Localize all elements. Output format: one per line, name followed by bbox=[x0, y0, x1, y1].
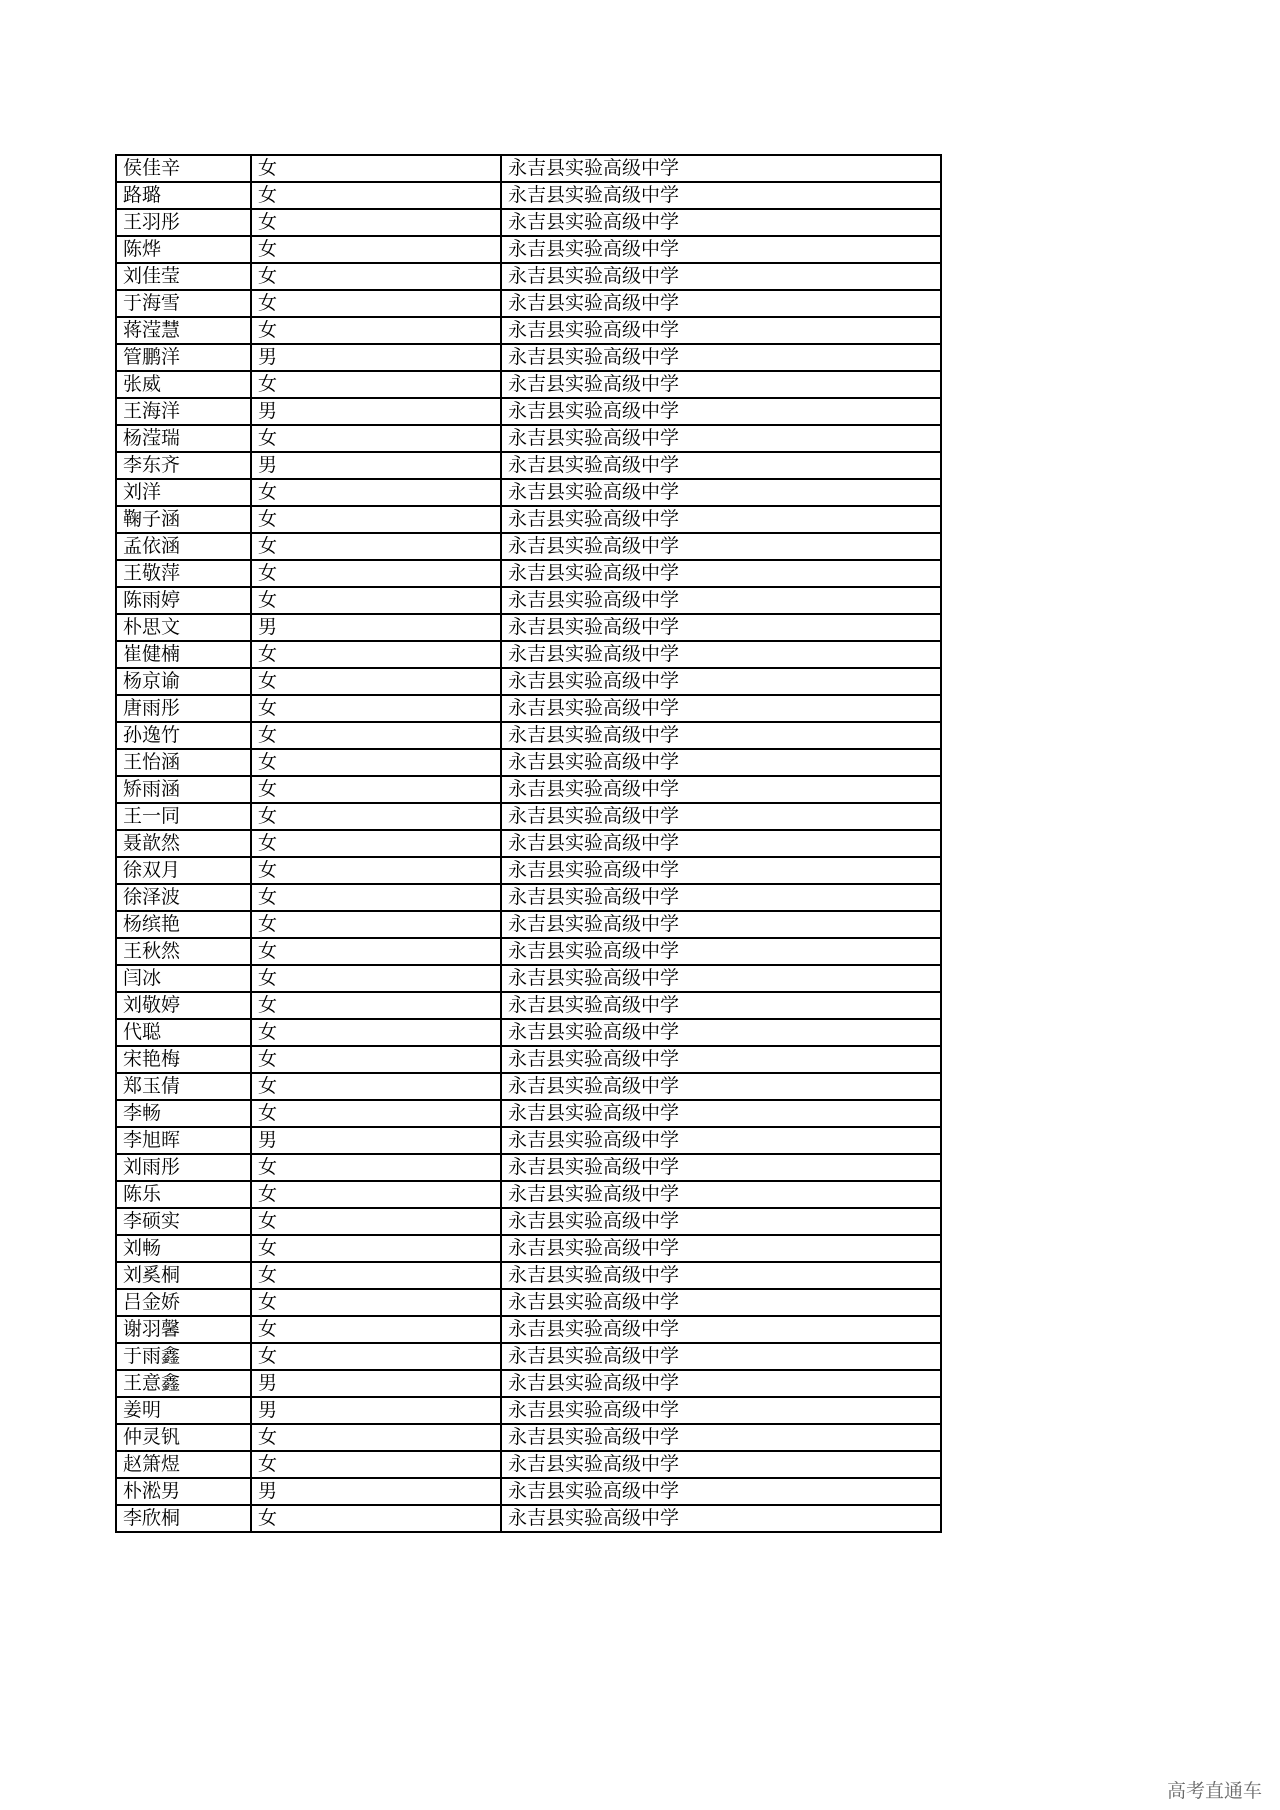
school-cell: 永吉县实验高级中学 bbox=[501, 371, 941, 398]
gender-cell: 女 bbox=[251, 155, 501, 182]
gender-cell: 男 bbox=[251, 452, 501, 479]
gender-cell: 女 bbox=[251, 992, 501, 1019]
school-cell: 永吉县实验高级中学 bbox=[501, 776, 941, 803]
school-cell: 永吉县实验高级中学 bbox=[501, 803, 941, 830]
gender-cell: 男 bbox=[251, 344, 501, 371]
table-row bbox=[116, 533, 941, 560]
school-cell: 永吉县实验高级中学 bbox=[501, 749, 941, 776]
name-cell: 崔健楠 bbox=[116, 641, 251, 668]
table-row bbox=[116, 803, 941, 830]
table-row bbox=[116, 1019, 941, 1046]
name-cell: 孙逸竹 bbox=[116, 722, 251, 749]
gender-cell: 女 bbox=[251, 560, 501, 587]
name-cell: 闫冰 bbox=[116, 965, 251, 992]
name-cell: 于海雪 bbox=[116, 290, 251, 317]
gender-cell: 男 bbox=[251, 1397, 501, 1424]
table-row bbox=[116, 1424, 941, 1451]
table-row bbox=[116, 587, 941, 614]
table-row bbox=[116, 1478, 941, 1505]
name-cell: 鞠子涵 bbox=[116, 506, 251, 533]
school-cell: 永吉县实验高级中学 bbox=[501, 182, 941, 209]
school-cell: 永吉县实验高级中学 bbox=[501, 938, 941, 965]
gender-cell: 女 bbox=[251, 911, 501, 938]
school-cell: 永吉县实验高级中学 bbox=[501, 641, 941, 668]
school-cell: 永吉县实验高级中学 bbox=[501, 1316, 941, 1343]
gender-cell: 女 bbox=[251, 1073, 501, 1100]
school-cell: 永吉县实验高级中学 bbox=[501, 1262, 941, 1289]
school-cell: 永吉县实验高级中学 bbox=[501, 992, 941, 1019]
gender-cell: 女 bbox=[251, 695, 501, 722]
school-cell: 永吉县实验高级中学 bbox=[501, 155, 941, 182]
name-cell: 代聪 bbox=[116, 1019, 251, 1046]
name-cell: 王一同 bbox=[116, 803, 251, 830]
school-cell: 永吉县实验高级中学 bbox=[501, 533, 941, 560]
table-row bbox=[116, 911, 941, 938]
gender-cell: 女 bbox=[251, 290, 501, 317]
gender-cell: 男 bbox=[251, 1478, 501, 1505]
school-cell: 永吉县实验高级中学 bbox=[501, 425, 941, 452]
table-row bbox=[116, 1451, 941, 1478]
gender-cell: 男 bbox=[251, 398, 501, 425]
gender-cell: 男 bbox=[251, 614, 501, 641]
gender-cell: 女 bbox=[251, 722, 501, 749]
name-cell: 陈乐 bbox=[116, 1181, 251, 1208]
gender-cell: 女 bbox=[251, 641, 501, 668]
table-row bbox=[116, 992, 941, 1019]
gender-cell: 女 bbox=[251, 803, 501, 830]
table-row bbox=[116, 614, 941, 641]
name-cell: 张威 bbox=[116, 371, 251, 398]
table-row bbox=[116, 938, 941, 965]
table-row bbox=[116, 1100, 941, 1127]
school-cell: 永吉县实验高级中学 bbox=[501, 479, 941, 506]
gender-cell: 女 bbox=[251, 1343, 501, 1370]
table-row bbox=[116, 452, 941, 479]
gender-cell: 男 bbox=[251, 1127, 501, 1154]
name-cell: 刘雨彤 bbox=[116, 1154, 251, 1181]
school-cell: 永吉县实验高级中学 bbox=[501, 1478, 941, 1505]
name-cell: 刘佳莹 bbox=[116, 263, 251, 290]
gender-cell: 女 bbox=[251, 938, 501, 965]
gender-cell: 女 bbox=[251, 479, 501, 506]
gender-cell: 女 bbox=[251, 587, 501, 614]
table-row bbox=[116, 479, 941, 506]
table-row bbox=[116, 1046, 941, 1073]
school-cell: 永吉县实验高级中学 bbox=[501, 452, 941, 479]
gender-cell: 女 bbox=[251, 1235, 501, 1262]
table-row bbox=[116, 1073, 941, 1100]
table-row bbox=[116, 965, 941, 992]
gender-cell: 女 bbox=[251, 1316, 501, 1343]
name-cell: 王意鑫 bbox=[116, 1370, 251, 1397]
gender-cell: 女 bbox=[251, 425, 501, 452]
table-row bbox=[116, 371, 941, 398]
gender-cell: 女 bbox=[251, 263, 501, 290]
school-cell: 永吉县实验高级中学 bbox=[501, 884, 941, 911]
gender-cell: 女 bbox=[251, 371, 501, 398]
gender-cell: 男 bbox=[251, 1370, 501, 1397]
table-row bbox=[116, 560, 941, 587]
table-row bbox=[116, 1343, 941, 1370]
school-cell: 永吉县实验高级中学 bbox=[501, 1505, 941, 1532]
school-cell: 永吉县实验高级中学 bbox=[501, 344, 941, 371]
table-row bbox=[116, 641, 941, 668]
school-cell: 永吉县实验高级中学 bbox=[501, 1208, 941, 1235]
name-cell: 李欣桐 bbox=[116, 1505, 251, 1532]
name-cell: 谢羽馨 bbox=[116, 1316, 251, 1343]
table-row bbox=[116, 749, 941, 776]
name-cell: 徐双月 bbox=[116, 857, 251, 884]
table-row bbox=[116, 290, 941, 317]
name-cell: 刘奚桐 bbox=[116, 1262, 251, 1289]
school-cell: 永吉县实验高级中学 bbox=[501, 1073, 941, 1100]
table-row bbox=[116, 398, 941, 425]
name-cell: 李硕实 bbox=[116, 1208, 251, 1235]
gender-cell: 女 bbox=[251, 776, 501, 803]
school-cell: 永吉县实验高级中学 bbox=[501, 1127, 941, 1154]
school-cell: 永吉县实验高级中学 bbox=[501, 614, 941, 641]
school-cell: 永吉县实验高级中学 bbox=[501, 1100, 941, 1127]
table-row bbox=[116, 425, 941, 452]
school-cell: 永吉县实验高级中学 bbox=[501, 506, 941, 533]
gender-cell: 女 bbox=[251, 830, 501, 857]
table-row bbox=[116, 1181, 941, 1208]
gender-cell: 女 bbox=[251, 533, 501, 560]
name-cell: 仲灵钒 bbox=[116, 1424, 251, 1451]
gender-cell: 女 bbox=[251, 209, 501, 236]
table-row bbox=[116, 506, 941, 533]
gender-cell: 女 bbox=[251, 1424, 501, 1451]
school-cell: 永吉县实验高级中学 bbox=[501, 1046, 941, 1073]
school-cell: 永吉县实验高级中学 bbox=[501, 1370, 941, 1397]
name-cell: 王怡涵 bbox=[116, 749, 251, 776]
name-cell: 杨滢瑞 bbox=[116, 425, 251, 452]
table-row bbox=[116, 1505, 941, 1532]
table-row bbox=[116, 1127, 941, 1154]
name-cell: 刘畅 bbox=[116, 1235, 251, 1262]
name-cell: 杨缤艳 bbox=[116, 911, 251, 938]
school-cell: 永吉县实验高级中学 bbox=[501, 1019, 941, 1046]
name-cell: 李旭晖 bbox=[116, 1127, 251, 1154]
table-row bbox=[116, 695, 941, 722]
school-cell: 永吉县实验高级中学 bbox=[501, 398, 941, 425]
name-cell: 郑玉倩 bbox=[116, 1073, 251, 1100]
school-cell: 永吉县实验高级中学 bbox=[501, 695, 941, 722]
gender-cell: 女 bbox=[251, 182, 501, 209]
table-row bbox=[116, 1235, 941, 1262]
name-cell: 李东齐 bbox=[116, 452, 251, 479]
table-row bbox=[116, 1289, 941, 1316]
gender-cell: 女 bbox=[251, 1451, 501, 1478]
name-cell: 姜明 bbox=[116, 1397, 251, 1424]
school-cell: 永吉县实验高级中学 bbox=[501, 317, 941, 344]
table-row bbox=[116, 182, 941, 209]
gender-cell: 女 bbox=[251, 506, 501, 533]
name-cell: 赵箫煜 bbox=[116, 1451, 251, 1478]
table-row bbox=[116, 263, 941, 290]
name-cell: 于雨鑫 bbox=[116, 1343, 251, 1370]
table-row bbox=[116, 344, 941, 371]
table-row bbox=[116, 317, 941, 344]
table-row bbox=[116, 1262, 941, 1289]
school-cell: 永吉县实验高级中学 bbox=[501, 830, 941, 857]
name-cell: 陈烨 bbox=[116, 236, 251, 263]
name-cell: 王秋然 bbox=[116, 938, 251, 965]
name-cell: 陈雨婷 bbox=[116, 587, 251, 614]
name-cell: 侯佳辛 bbox=[116, 155, 251, 182]
school-cell: 永吉县实验高级中学 bbox=[501, 1451, 941, 1478]
name-cell: 王海洋 bbox=[116, 398, 251, 425]
name-cell: 王敬萍 bbox=[116, 560, 251, 587]
table-row bbox=[116, 776, 941, 803]
watermark-text: 高考直通车 bbox=[1166, 1780, 1262, 1802]
school-cell: 永吉县实验高级中学 bbox=[501, 209, 941, 236]
table-row bbox=[116, 722, 941, 749]
gender-cell: 女 bbox=[251, 668, 501, 695]
table-row bbox=[116, 1208, 941, 1235]
table-row bbox=[116, 884, 941, 911]
name-cell: 李畅 bbox=[116, 1100, 251, 1127]
school-cell: 永吉县实验高级中学 bbox=[501, 560, 941, 587]
gender-cell: 女 bbox=[251, 1154, 501, 1181]
table-row bbox=[116, 236, 941, 263]
school-cell: 永吉县实验高级中学 bbox=[501, 587, 941, 614]
table-row bbox=[116, 155, 941, 182]
school-cell: 永吉县实验高级中学 bbox=[501, 1424, 941, 1451]
gender-cell: 女 bbox=[251, 1262, 501, 1289]
school-cell: 永吉县实验高级中学 bbox=[501, 857, 941, 884]
table-row bbox=[116, 1316, 941, 1343]
gender-cell: 女 bbox=[251, 749, 501, 776]
school-cell: 永吉县实验高级中学 bbox=[501, 263, 941, 290]
school-cell: 永吉县实验高级中学 bbox=[501, 1289, 941, 1316]
name-cell: 唐雨彤 bbox=[116, 695, 251, 722]
name-cell: 朴思文 bbox=[116, 614, 251, 641]
table-row bbox=[116, 1370, 941, 1397]
name-cell: 聂歆然 bbox=[116, 830, 251, 857]
student-table-body bbox=[116, 155, 941, 1532]
table-row bbox=[116, 857, 941, 884]
name-cell: 吕金娇 bbox=[116, 1289, 251, 1316]
gender-cell: 女 bbox=[251, 857, 501, 884]
table-row bbox=[116, 1397, 941, 1424]
gender-cell: 女 bbox=[251, 1046, 501, 1073]
name-cell: 王羽彤 bbox=[116, 209, 251, 236]
school-cell: 永吉县实验高级中学 bbox=[501, 1235, 941, 1262]
name-cell: 刘洋 bbox=[116, 479, 251, 506]
name-cell: 孟依涵 bbox=[116, 533, 251, 560]
student-table bbox=[115, 154, 942, 1533]
name-cell: 刘敬婷 bbox=[116, 992, 251, 1019]
table-row bbox=[116, 830, 941, 857]
gender-cell: 女 bbox=[251, 1019, 501, 1046]
name-cell: 徐泽波 bbox=[116, 884, 251, 911]
school-cell: 永吉县实验高级中学 bbox=[501, 965, 941, 992]
gender-cell: 女 bbox=[251, 236, 501, 263]
name-cell: 蒋滢慧 bbox=[116, 317, 251, 344]
school-cell: 永吉县实验高级中学 bbox=[501, 290, 941, 317]
gender-cell: 女 bbox=[251, 1208, 501, 1235]
school-cell: 永吉县实验高级中学 bbox=[501, 911, 941, 938]
gender-cell: 女 bbox=[251, 884, 501, 911]
gender-cell: 女 bbox=[251, 965, 501, 992]
name-cell: 路璐 bbox=[116, 182, 251, 209]
table-row bbox=[116, 209, 941, 236]
school-cell: 永吉县实验高级中学 bbox=[501, 722, 941, 749]
name-cell: 矫雨涵 bbox=[116, 776, 251, 803]
school-cell: 永吉县实验高级中学 bbox=[501, 668, 941, 695]
school-cell: 永吉县实验高级中学 bbox=[501, 1154, 941, 1181]
gender-cell: 女 bbox=[251, 1289, 501, 1316]
name-cell: 管鹏洋 bbox=[116, 344, 251, 371]
gender-cell: 女 bbox=[251, 1181, 501, 1208]
school-cell: 永吉县实验高级中学 bbox=[501, 1343, 941, 1370]
name-cell: 朴淞男 bbox=[116, 1478, 251, 1505]
gender-cell: 女 bbox=[251, 1505, 501, 1532]
table-row bbox=[116, 668, 941, 695]
gender-cell: 女 bbox=[251, 1100, 501, 1127]
school-cell: 永吉县实验高级中学 bbox=[501, 1181, 941, 1208]
name-cell: 宋艳梅 bbox=[116, 1046, 251, 1073]
table-row bbox=[116, 1154, 941, 1181]
school-cell: 永吉县实验高级中学 bbox=[501, 236, 941, 263]
gender-cell: 女 bbox=[251, 317, 501, 344]
school-cell: 永吉县实验高级中学 bbox=[501, 1397, 941, 1424]
name-cell: 杨京谕 bbox=[116, 668, 251, 695]
